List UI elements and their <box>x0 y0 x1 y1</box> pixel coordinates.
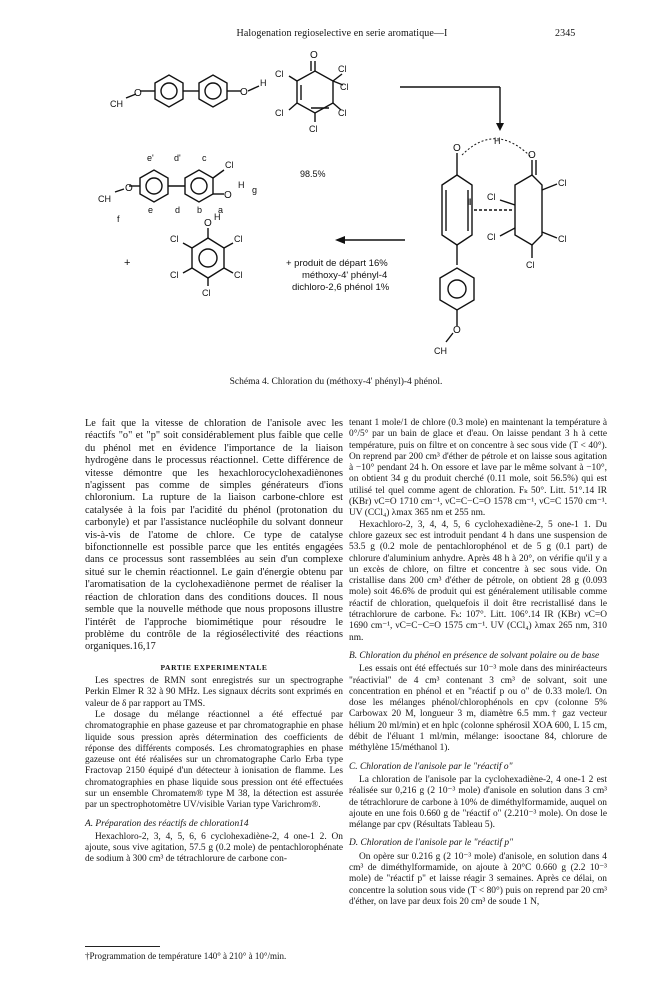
chlorine-label: Cl <box>487 232 496 242</box>
paragraph-d: On opère sur 0.216 g (2 10⁻³ mole) d'anisole, en solution dans 4 cm³ de diméthylformamide, on ajoute à 20°C 0.660 g (2.2 10⁻³ mole) de "réactif p" et laisse réagir 3 semaines. Après ce délai, on concentre la solution sous vide (T < 80°) puis on reprend par 20 cm³ d'éther, on lave par deux fois 20 cm³ de soude 1 N, <box>349 851 607 907</box>
hydrogen-label: H <box>260 78 267 88</box>
methoxy-o-label: O <box>134 88 142 99</box>
chlorine-label: Cl <box>275 108 284 118</box>
hydroxy-o-label: O <box>224 190 232 201</box>
yield-label: 98.5% <box>300 169 326 179</box>
nmr-label: f <box>117 214 120 224</box>
section-heading: PARTIE EXPERIMENTALE <box>160 662 268 672</box>
footnote-rule <box>85 946 160 947</box>
cyclohexadienone-ring <box>297 71 333 113</box>
methoxyphenyl-ring <box>440 268 474 310</box>
chlorine-label: Cl <box>487 192 496 202</box>
chlorine-label: Cl <box>526 260 535 270</box>
paragraph-a2: Hexachloro-2, 3, 4, 4, 5, 6 cyclohexadiène-2, 5 one-1 1. Du chlore gazeux sec est introduit pendant 4 h dans une suspension de 53.5 g (0.2 mole de pentachlorophénol et de 5 g (0.1 part) de chlorure d'aluminium anhydre. Après 48 h à 20°, on vérifie qu'il y a un excès de chlore, on filtre et concentre à sec sous vide. On cristallise dans 200 cm³ d'éther de pétrole, on obtient 28 g (0.093 mole) soit 46.6% de produit qui est généralement utilisable comme réactif de chloration, quelquefois il doit être recristallisé dans le tétrachlorure de carbone. Fₖ: 107°. Litt. 106°.14 IR (KBr) νC=O 1690 cm⁻¹, νC=C−C=O 1575 cm⁻¹. UV (CCl₄) λmax 265 nm, 310 nm. <box>349 519 607 643</box>
subsection-c-heading: C. Chloration de l'anisole par le "réactif o" <box>349 761 513 772</box>
chloro-dienone-ring <box>515 175 542 245</box>
chlorine-label: Cl <box>202 288 211 298</box>
figure-caption: Schéma 4. Chloration du (méthoxy-4' phényl)-4 phénol. <box>229 377 443 387</box>
paragraph-a-continued: tenant 1 mole/1 de chlore (0.3 mole) en maintenant la température à 0°/5° par un bain de glace et d'eau. On laisse pendant 3 h à cette température, puis on filtre et on concentre à sec sous vide (T < 40°). On reprend par 200 cm³ d'éther de pétrole et on laisse sous agitation à −10° pendant 24 h. On essore et lave par le même solvant à −10°, on obtient 34 g du produit cherché (0.11 mole, soit 56.5%) qui est utilisé tel quel comme agent de chloration. Fₖ 50°. Litt. 51°.14 IR (KBr) νC=O 1710 cm⁻¹, νC=C−C=O 1578 cm⁻¹, νC=C 1570 cm⁻¹. UV (CCl₄) λmax 365 nm et 255 nm. <box>349 418 607 519</box>
chlorine-label: Cl <box>340 82 349 92</box>
left-column <box>85 418 343 866</box>
benzene-ring <box>155 75 183 107</box>
carbonyl-o-label: O <box>528 150 536 161</box>
nmr-label: a <box>218 205 224 215</box>
nmr-label: g <box>252 185 258 195</box>
right-column <box>349 418 607 908</box>
nmr-label: c <box>202 153 207 163</box>
nmr-label: e <box>148 205 154 215</box>
nmr-label: d <box>175 205 181 215</box>
chlorine-label: Cl <box>558 178 567 188</box>
plus-sign: + <box>124 257 131 269</box>
benzene-ring <box>199 75 227 107</box>
methyl-label: CH <box>110 99 123 109</box>
subsection-b-heading: B. Chloration du phénol en présence de solvant polaire ou de base <box>349 650 600 661</box>
paragraph-chromatography: Le dosage du mélange réactionnel a été effectué par chromatographie en phase gazeuse et par chromatographie en phase liquide sous pression après détermination des coefficients de réponse des différents composés. Les chromatographies en phase gazeuse ont été réalisées sur un chromatographe Carlo Erba type Fractovap 2150 équipé d'un détecteur à ionisation de flamme. Les chromatographies en phase liquide sous pression ont été effectuées sur un ensemble Chromatem® type M 38, la détection est assurée par un spectrophotomètre UV/visible Varian type Varichrom®. <box>85 709 343 811</box>
hydrogen-label: H <box>238 180 245 190</box>
methoxy-o-label: O <box>125 183 133 194</box>
chlorine-label: Cl <box>338 108 347 118</box>
methyl-label: CH <box>98 194 111 204</box>
page-number: 2345 <box>555 28 576 39</box>
nmr-label: e' <box>147 153 154 163</box>
paragraph-a: Hexachloro-2, 3, 4, 5, 6, 6 cyclohexadiène-2, 4 one-1 2. On ajoute, sous vive agitation, 57.5 g (0.2 mole) de pentachlorophénate de sodium à 300 cm³ de tétrachlorure de carbone con- <box>85 831 343 865</box>
hydrogen-label: H <box>494 136 501 146</box>
chlorine-label: Cl <box>234 270 243 280</box>
chlorine-label: Cl <box>225 160 234 170</box>
phenol-o-label: O <box>453 143 461 154</box>
byproduct-line: dichloro-2,6 phénol 1% <box>292 282 390 293</box>
footnote: †Programmation de température 140° à 210° à 10°/min. <box>85 951 287 961</box>
methyl-label: CH <box>434 346 447 356</box>
paragraph-b: Les essais ont été effectués sur 10⁻³ mole dans des miniréacteurs "réactivial" de 4 cm³ contenant 3 cm³ de solvant, soit une concentration en phénol et en "réactif p ou o" de 0.33 mole/l. On dose les mélanges phénol/chlorophénols en cpv (colonne 5% Carbowax 20 M, longueur 3 m, diamètre 6.5 mm.† gaz vecteur hélium 20 ml/min) et en hplc (colonne sphérosil XOA 600, L 15 cm, débit de l'éluant 1 ml/min, mélange: isooctane 84, chlorure de méthylène 15/méthanol 1). <box>349 664 607 754</box>
chlorine-label: Cl <box>338 64 347 74</box>
chlorine-label: Cl <box>170 270 179 280</box>
byproduct-line: + produit de départ 16% <box>286 258 388 269</box>
carbonyl-o-label: O <box>310 50 318 61</box>
chlorine-label: Cl <box>275 69 284 79</box>
subsection-a-heading: A. Préparation des réactifs de chloration14 <box>85 818 249 829</box>
chlorine-label: Cl <box>234 234 243 244</box>
methoxy-o-label: O <box>453 325 461 336</box>
chlorine-label: Cl <box>309 124 318 134</box>
intro-paragraph: Le fait que la vitesse de chloration de l'anisole avec les réactifs "o" et "p" soit considérablement plus faible que celle du phénol met en évidence l'importance de la liaison hydrogène dans le processus réactionnel. Cette différence de vitesse démontre que les hexachlorocyclohexadiènones n'agissent pas comme de simples générateurs d'ions chloronium. La rupture de la liaison carbone-chlore est catalysée à la fois par l'acidité du phénol (protonation du carbonyle) et par l'assistance nucléophile du solvant donneur vis-à-vis de l'atome de chlore. Ce type de catalyse bifonctionnelle est possible parce que les entités engagées dans ce processus sont rassemblées au sein d'un complexe situé sur le chemin réactionnel. Le gain d'énergie obtenu par l'aromatisation de la cyclohexadiènone permet de réaliser la réaction de chloration dans des conditions douces. Il nous semble que la nouvelle méthode que nous proposons illustre l'intérêt de l'approche biomimétique pour résoudre le problème du contrôle de la régiosélectivité des réactions organiques.16,17 <box>85 418 343 653</box>
hydrogen-label: H <box>214 212 221 222</box>
paragraph-c: La chloration de l'anisole par la cyclohexadiène-2, 4 one-1 2 est réalisée sur 0,216 g (2 10⁻³ mole) d'anisole en solution dans 3 cm³ de tétrachlorure de carbone à 10% de diméthylformamide, auquel on ajoute en une fois 0.660 g de "réactif o" (2.210⁻³ mole). On dose le mélange par cpv (Résultats Tableau 5). <box>349 774 607 831</box>
byproduct-line: méthoxy-4' phényl-4 <box>302 270 388 281</box>
hydroxy-o-label: O <box>204 218 212 229</box>
svg-text:‖: ‖ <box>468 197 472 207</box>
running-title: Halogenation regioselective en serie aromatique—I <box>236 28 448 39</box>
nmr-label: b <box>197 205 203 215</box>
aromatic-circle <box>161 83 177 99</box>
nmr-label: d' <box>174 153 181 163</box>
paragraph-nmr: Les spectres de RMN sont enregistrés sur un spectrographe Perkin Elmer R 32 à 90 MHz. Les signaux décrits sont exprimés en valeur de δ par rapport au TMS. <box>85 676 343 709</box>
subsection-d-heading: D. Chloration de l'anisole par le "réactif p" <box>349 838 514 849</box>
chlorine-label: Cl <box>170 234 179 244</box>
reaction-scheme <box>70 50 610 370</box>
hydroxy-o-label: O <box>240 87 248 98</box>
chlorine-label: Cl <box>558 234 567 244</box>
